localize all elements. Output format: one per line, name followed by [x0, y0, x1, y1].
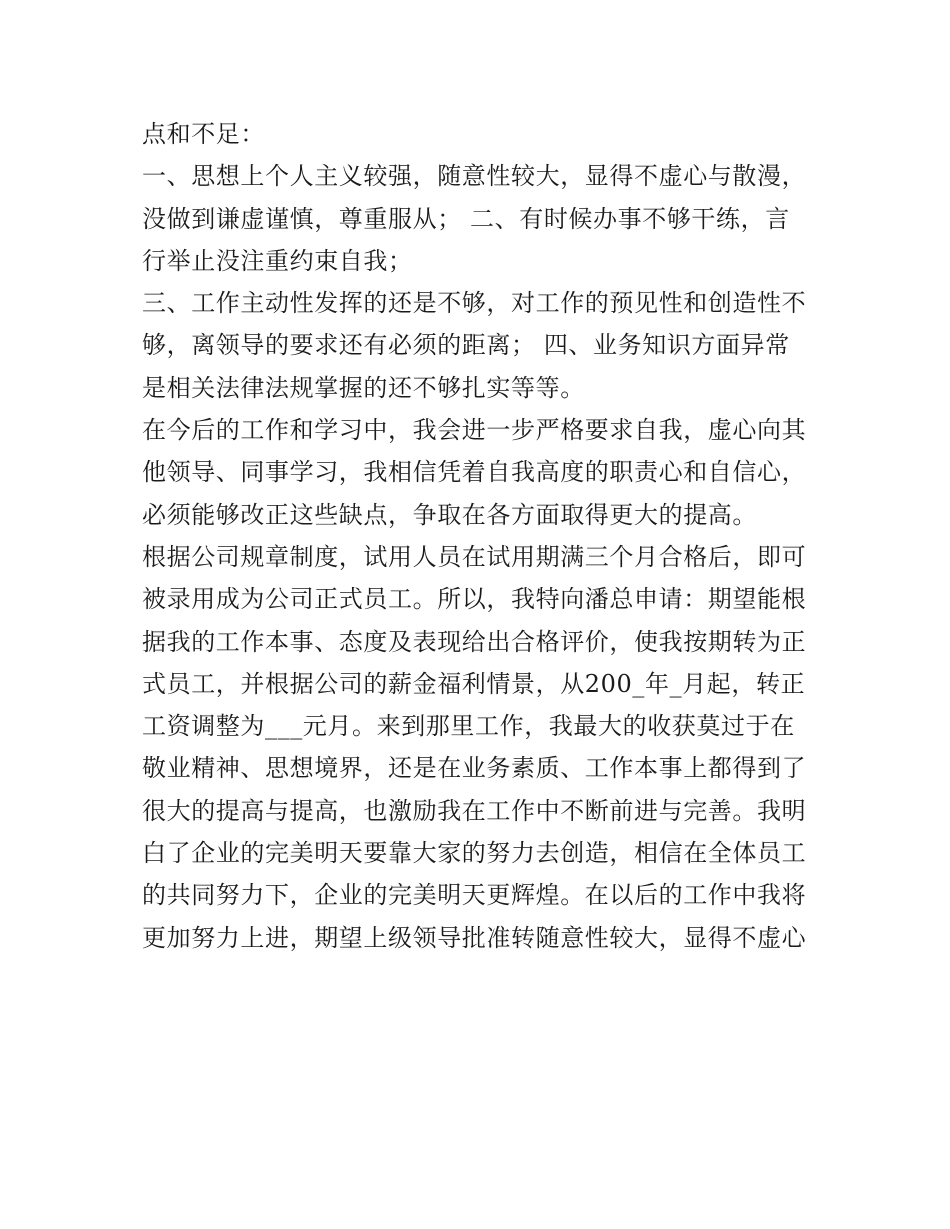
text-line: 更加努力上进，期望上级领导批准转随意性较大，显得不虚心: [142, 923, 807, 952]
text-line: 工资调整为___元月。来到那里工作，我最大的收获莫过于在: [142, 712, 795, 741]
text-line: 他领导、同事学习，我相信凭着自我高度的职责心和自信心，: [142, 458, 807, 487]
text-line: 三、工作主动性发挥的还是不够，对工作的预见性和创造性不: [142, 289, 807, 318]
text-line: 很大的提高与提高，也激励我在工作中不断前进与完善。我明: [142, 796, 807, 825]
text-line: 敬业精神、思想境界，还是在业务素质、工作本事上都得到了: [142, 754, 807, 783]
text-line: 在今后的工作和学习中，我会进一步严格要求自我，虚心向其: [142, 416, 807, 445]
text-line: 式员工，并根据公司的薪金福利情景，从200_年_月起，转正: [142, 669, 806, 698]
text-line: 点和不足：: [142, 120, 265, 148]
text-line: 行举止没注重约束自我；: [142, 246, 413, 275]
text-line: 的共同努力下，企业的完美明天更辉煌。在以后的工作中我将: [142, 881, 807, 910]
text-line: 是相关法律法规掌握的还不够扎实等等。: [142, 373, 585, 402]
text-line: 够，离领导的要求还有必须的距离； 四、业务知识方面异常: [142, 331, 790, 360]
text-line: 被录用成为公司正式员工。所以，我特向潘总申请：期望能根: [142, 585, 807, 614]
document-body: [142, 113, 822, 959]
text-line: 必须能够改正这些缺点，争取在各方面取得更大的提高。: [142, 500, 757, 529]
text-line: 根据公司规章制度，试用人员在试用期满三个月合格后，即可: [142, 542, 807, 571]
text-line: 没做到谦虚谨慎，尊重服从； 二、有时候办事不够干练，言: [142, 204, 790, 233]
text-line: 白了企业的完美明天要靠大家的努力去创造，相信在全体员工: [142, 839, 807, 868]
text-line: 据我的工作本事、态度及表现给出合格评价，使我按期转为正: [142, 627, 807, 656]
text-line: 一、思想上个人主义较强，随意性较大，显得不虚心与散漫，: [142, 162, 807, 191]
